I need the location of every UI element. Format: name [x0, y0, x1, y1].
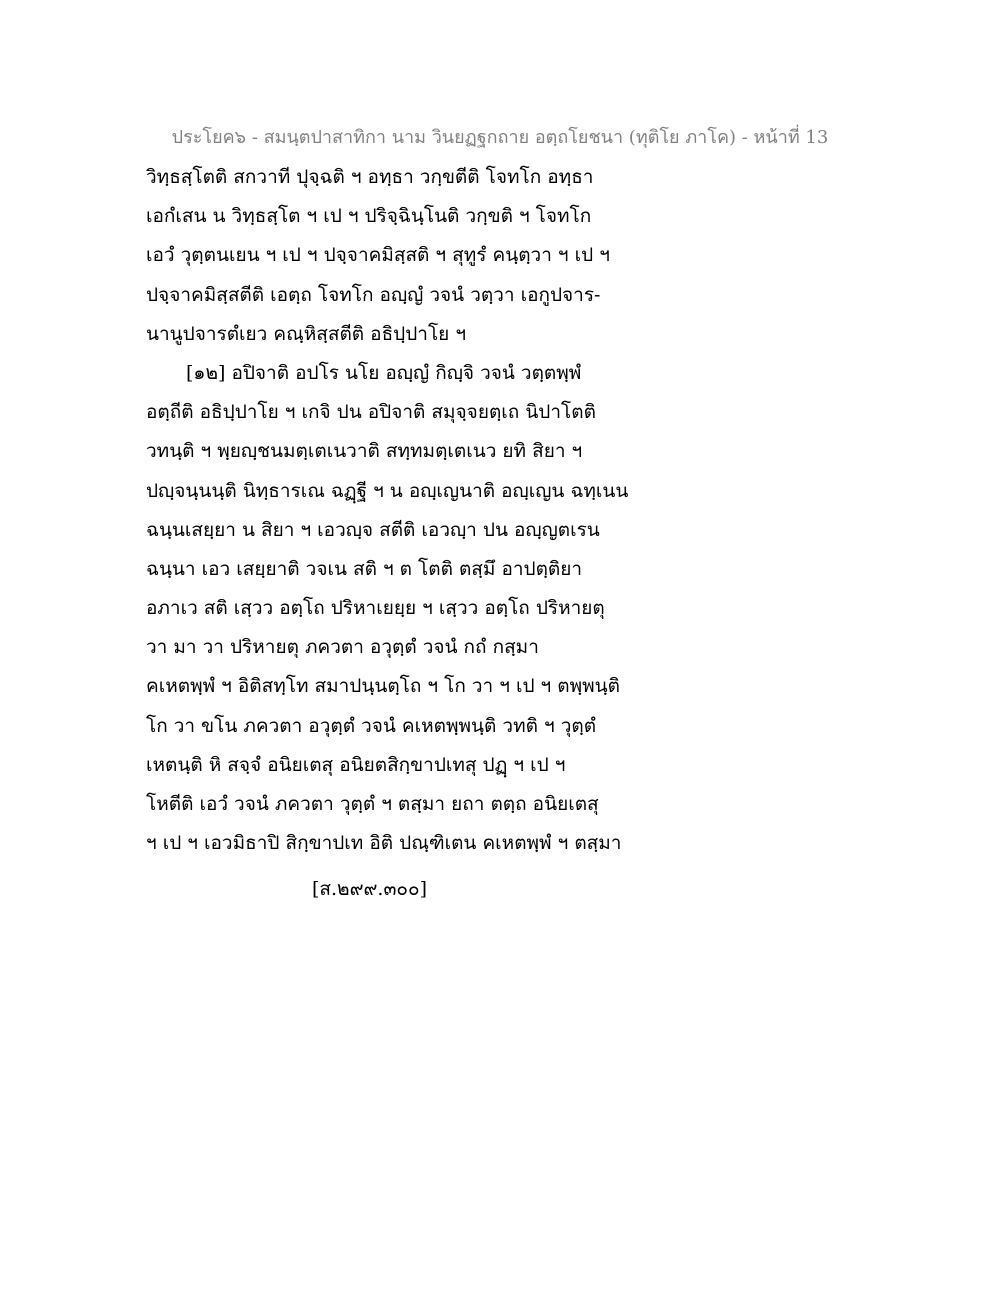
body-text	[146, 158, 876, 863]
text-line: เอวํ วุตฺตนเยน ฯ เป ฯ ปจฺจาคมิสฺสติ ฯ สุทูรํ คนฺตฺวา ฯ เป ฯ	[146, 244, 610, 267]
text-line: ปญฺจนฺนนฺติ นิทฺธารเณ ฉฏฺฐี ฯ น อญฺเญนาติ อญฺเญน ฉทฺเนน	[146, 479, 629, 502]
text-line: คเหตพฺพํ ฯ อิติสทฺโท สมาปนฺนตฺโถ ฯ โก วา ฯ เป ฯ ตพฺพนฺติ	[146, 675, 620, 698]
text-line: วิทฺธสฺโตติ สกวาที ปุจฺฉติ ฯ อทฺธา วกฺขตีติ โจทโก อทฺธา	[146, 166, 594, 188]
text-line: เอกํเสน น วิทฺธสฺโต ฯ เป ฯ ปริจฺฉินฺโนติ วกฺขติ ฯ โจทโก	[146, 205, 592, 228]
text-line: ฉนฺนา เอว เสยฺยาติ วจเน สติ ฯ ต โตติ ตสฺมึ อาปตฺติยา	[146, 557, 583, 580]
text-line: นานูปจารตํเยว คณฺหิสฺสตีติ อธิปฺปาโย ฯ	[146, 322, 467, 345]
text-line: เหตนฺติ หิ สจฺจํ อนิยเตสุ อนิยตสิกฺขาปเทสุ ปฏฺ ฯ เป ฯ	[146, 753, 566, 776]
page-header: ประโยค๖ - สมนฺตปาสาทิกา นาม วินยฏฐกถาย อตฺถโยชนา (ทุติโย ภาโค) - หน้าที่ 13	[171, 127, 829, 148]
text-line: อตฺถีติ อธิปฺปาโย ฯ เกจิ ปน อปิจาติ สมุจฺจยตฺเถ นิปาโตติ	[146, 401, 596, 424]
text-line: วา มา วา ปริหายตุ ภควตา อวุตฺตํ วจนํ กถํ กสฺมา	[146, 636, 539, 659]
paragraph-start-line: [๑๒] อปิจาติ อปโร นโย อญฺญํ กิญฺจิ วจนํ วตฺตพฺพํ	[186, 361, 582, 384]
page-reference: [ส.๒๙๙.๓๐๐]	[312, 878, 428, 900]
text-line: อภาเว สติ เสฺวว อตฺโถ ปริหาเยยฺย ฯ เสฺวว อตฺโถ ปริหายตุ	[146, 597, 605, 620]
text-line: โหตีติ เอวํ วจนํ ภควตา วุตฺตํ ฯ ตสฺมา ยถา ตตฺถ อนิยเตสุ	[146, 793, 599, 815]
text-line: วทนฺติ ฯ พฺยญฺชนมตฺเตเนวาติ สทฺทมตฺเตเนว ยทิ สิยา ฯ	[146, 440, 583, 463]
text-line: ฯ เป ฯ เอวมิธาปิ สิกฺขาปเท อิติ ปณฺฑิเตน คเหตพฺพํ ฯ ตสฺมา	[146, 832, 622, 855]
text-line: โก วา ขโน ภควตา อวุตฺตํ วจนํ คเหตพฺพนฺติ วทติ ฯ วุตฺตํ	[146, 714, 597, 737]
text-line: ฉนฺนเสยฺยา น สิยา ฯ เอวญฺจ สตีติ เอวญฺา ปน อญฺญตเรน	[146, 518, 600, 541]
text-line: ปจฺจาคมิสฺสตีติ เอตฺถ โจทโก อญฺญํ วจนํ วตฺวา เอกูปจาร-	[146, 283, 601, 306]
